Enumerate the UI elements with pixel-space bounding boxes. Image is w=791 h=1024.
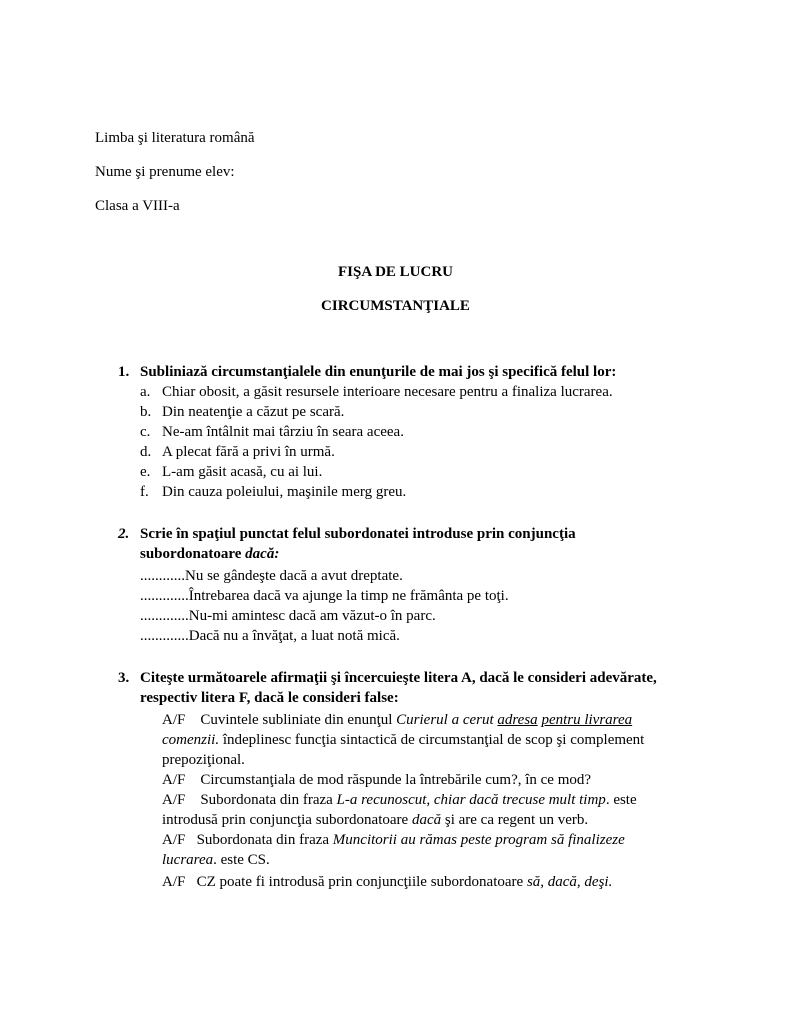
exercise-1-instruction: Subliniază circumstanţialele din enunţurile de mai jos şi specifică felul lor:	[140, 364, 617, 380]
list-item: .............Întrebarea dacă va ajunge la timp ne frământa pe toţi.	[140, 588, 509, 604]
list-item: .............Nu-mi amintesc dacă am văzut-o în parc.	[140, 608, 436, 624]
exercise-3-instruction: Citeşte următoarele afirmaţii şi încercuieşte litera A, dacă le consideri adevărate,	[140, 670, 657, 686]
list-item: c. Ne-am întâlnit mai târziu în seara aceea.	[140, 424, 404, 440]
student-name-line: Nume şi prenume elev:	[95, 164, 235, 180]
exercise-3-number: 3.	[118, 670, 130, 686]
statement-3-cont: introdusă prin conjuncţia subordonatoare dacă şi are ca regent un verb.	[162, 812, 589, 828]
exercise-2-number: 2.	[118, 526, 130, 542]
statement-2: A/F Circumstanţiala de mod răspunde la întrebările cum?, în ce mod?	[162, 772, 592, 788]
true-false-option: A/F	[162, 712, 186, 728]
conjunction-keyword: dacă:	[245, 546, 280, 562]
statement-5: A/F CZ poate fi introdusă prin conjuncţiile subordonatoare să, dacă, deşi.	[162, 874, 613, 890]
list-item: d. A plecat fără a privi în urmă.	[140, 444, 335, 460]
worksheet-title: FIŞA DE LUCRU	[337, 264, 454, 280]
exercise-2-instruction: Scrie în spaţiul punctat felul subordonatei introduse prin conjuncţia	[140, 526, 576, 542]
statement-4: A/F Subordonata din fraza Muncitorii au rămas peste program să finalizeze	[162, 832, 625, 848]
exercise-2-instruction-cont: subordonatoare dacă:	[140, 546, 280, 562]
true-false-option: A/F	[162, 874, 186, 890]
worksheet-subtitle: CIRCUMSTANŢIALE	[321, 298, 470, 314]
subject-line: Limba şi literatura română	[95, 130, 255, 146]
underlined-word: adresa	[497, 712, 538, 728]
exercise-1-number: 1.	[118, 364, 130, 380]
statement-1: A/F Cuvintele subliniate din enunţul Curierul a cerut adresa pentru livrarea	[162, 712, 633, 728]
list-item: ............Nu se gândeşte dacă a avut dreptate.	[140, 568, 403, 584]
underlined-word: pentru livrarea	[541, 712, 633, 728]
exercise-3-instruction-cont: respectiv litera F, dacă le consideri false:	[140, 690, 399, 706]
list-item: f. Din cauza poleiului, maşinile merg greu.	[140, 484, 407, 500]
statement-3: A/F Subordonata din fraza L-a recunoscut, chiar dacă trecuse mult timp. este	[162, 792, 637, 808]
list-item: a. Chiar obosit, a găsit resursele interioare necesare pentru a finaliza lucrarea.	[140, 384, 613, 400]
true-false-option: A/F	[162, 832, 186, 848]
statement-1-cont: prepoziţional.	[162, 752, 245, 768]
list-item: .............Dacă nu a învăţat, a luat notă mică.	[140, 628, 400, 644]
true-false-option: A/F	[162, 772, 186, 788]
class-line: Clasa a VIII-a	[95, 198, 180, 214]
list-item: b. Din neatenţie a căzut pe scară.	[140, 404, 345, 420]
true-false-option: A/F	[162, 792, 186, 808]
statement-4-cont: lucrarea. este CS.	[162, 852, 270, 868]
list-item: e. L-am găsit acasă, cu ai lui.	[140, 464, 323, 480]
statement-1-cont: comenzii. îndeplinesc funcţia sintactică de circumstanţial de scop şi complement	[162, 732, 645, 748]
